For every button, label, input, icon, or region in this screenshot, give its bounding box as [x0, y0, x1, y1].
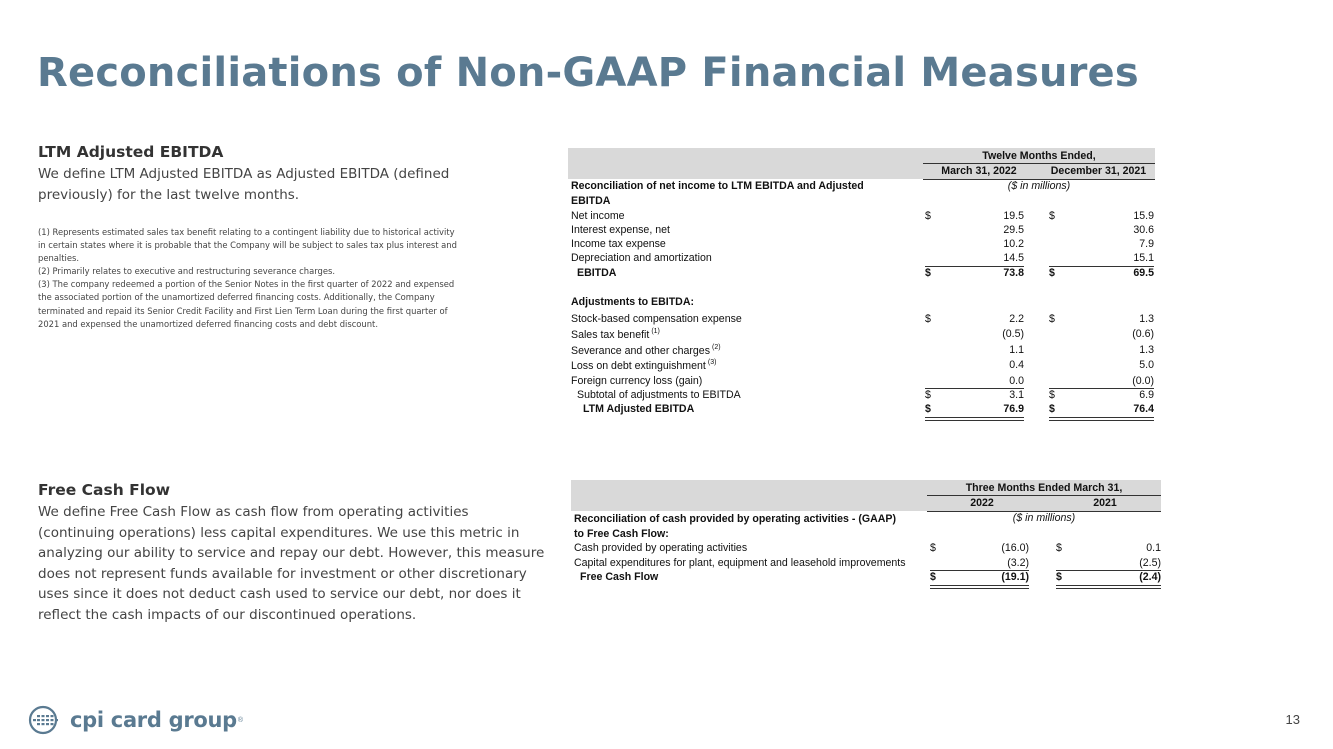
value-col-1: (3.2)	[1007, 557, 1029, 569]
currency-symbol: $	[925, 389, 931, 401]
value-col-2: (2.5)	[1139, 557, 1161, 569]
currency-symbol: $	[925, 403, 931, 415]
table-row	[568, 312, 1158, 327]
footnote-line: 2021 and expensed the unamortized deferred financing costs and debt discount.	[38, 318, 378, 329]
value-col-1: 1.1	[1009, 344, 1024, 356]
row-label	[571, 313, 742, 325]
row-label-text: Loss on debt extinguishment	[571, 360, 706, 372]
row-label-text: Depreciation and amortization	[571, 252, 712, 264]
row-label-text: EBITDA	[577, 267, 617, 279]
row-label	[571, 210, 625, 222]
fcf-definition-line: reflect the cash impacts of our discontinued operations.	[38, 606, 417, 623]
value-col-1: (0.5)	[1002, 328, 1024, 340]
table-row	[568, 358, 1158, 373]
table-row	[568, 374, 1158, 389]
fcf-heading: Free Cash Flow	[38, 481, 171, 499]
value-col-2: (2.4)	[1139, 571, 1161, 583]
row-label	[571, 238, 666, 250]
value-col-2: 1.3	[1139, 344, 1154, 356]
total-rule	[925, 388, 1024, 389]
fcf-definition-line: analyzing our ability to service and repay our debt. However, this measure	[38, 545, 545, 561]
footnote-line: (1) Represents estimated sales tax benefit relating to a contingent liability due to historical activity	[38, 227, 455, 237]
ltm-definition-line: previously) for the last twelve months.	[38, 186, 300, 203]
footnote-marker: (2)	[712, 344, 721, 351]
column-header-2: 2021	[1093, 497, 1117, 509]
total-rule	[930, 570, 1029, 571]
value-col-1: 3.1	[1009, 389, 1024, 401]
units-label: ($ in millions)	[1007, 180, 1071, 192]
table-row	[568, 266, 1158, 281]
value-col-1: 73.8	[1003, 267, 1024, 279]
row-label	[571, 344, 721, 357]
page-title: Reconciliations of Non-GAAP Financial Measures	[37, 50, 1139, 96]
footnote-line: (2) Primarily relates to executive and restructuring severance charges.	[38, 266, 335, 277]
double-rule	[1056, 585, 1161, 589]
row-label-text: Foreign currency loss (gain)	[571, 375, 703, 387]
table-row	[568, 209, 1158, 224]
row-label	[577, 267, 616, 279]
value-col-1: 29.5	[1003, 224, 1024, 236]
currency-symbol: $	[1049, 313, 1055, 325]
value-col-1: 0.0	[1009, 375, 1024, 387]
table-row	[568, 388, 1158, 403]
currency-symbol: $	[1049, 389, 1055, 401]
double-rule	[930, 585, 1029, 589]
adjustments-heading: Adjustments to EBITDA:	[571, 296, 695, 308]
fcf-definition-line: (continuing operations) less capital expenditures. We use this metric in	[38, 524, 520, 541]
value-col-2: 15.1	[1133, 252, 1154, 264]
currency-symbol: $	[925, 267, 931, 279]
row-label	[574, 557, 906, 569]
double-rule	[925, 417, 1024, 421]
company-logo	[28, 705, 243, 735]
value-col-1: (19.1)	[1001, 571, 1029, 583]
currency-symbol: $	[1049, 210, 1055, 222]
table-row	[568, 343, 1158, 358]
value-col-1: 2.2	[1009, 313, 1024, 325]
table-heading: Reconciliation of cash provided by operating activities - (GAAP)	[574, 513, 896, 525]
currency-symbol: $	[925, 313, 931, 325]
table-row	[568, 237, 1158, 252]
value-col-1: (16.0)	[1001, 542, 1029, 554]
row-label	[571, 375, 702, 387]
row-label-text: Income tax expense	[571, 238, 666, 250]
footnote-marker: (3)	[707, 359, 717, 366]
units-label: ($ in millions)	[1012, 512, 1076, 524]
currency-symbol: $	[1049, 403, 1055, 415]
currency-symbol: $	[925, 210, 931, 222]
row-label	[571, 252, 712, 264]
period-header: Twelve Months Ended,	[982, 150, 1096, 162]
currency-symbol: $	[930, 542, 936, 554]
row-label	[571, 359, 716, 372]
value-col-2: 15.9	[1133, 210, 1154, 222]
header-divider	[927, 495, 1161, 496]
footnote-line: (3) The company redeemed a portion of the Senior Notes in the first quarter of 2022 and expensed	[38, 279, 455, 290]
row-label	[580, 571, 658, 583]
row-label-text: Subtotal of adjustments to EBITDA	[577, 389, 741, 401]
table-heading: EBITDA	[571, 195, 611, 207]
total-rule	[925, 266, 1024, 267]
value-col-2: 6.9	[1139, 389, 1154, 401]
table-row	[568, 223, 1158, 238]
row-label-text: Interest expense, net	[571, 224, 670, 236]
value-col-1: 76.9	[1003, 403, 1024, 415]
row-label	[577, 389, 741, 401]
value-col-2: 5.0	[1139, 359, 1154, 371]
row-label	[583, 403, 694, 415]
total-rule	[1049, 266, 1154, 267]
registered-mark: ®	[237, 716, 244, 724]
row-label-text: LTM Adjusted EBITDA	[583, 403, 695, 415]
footnote-marker: (1)	[651, 328, 660, 335]
total-rule	[1056, 570, 1161, 571]
fcf-definition-line: We define Free Cash Flow as cash flow from operating activities	[38, 504, 469, 520]
page-number: 13	[1285, 712, 1300, 727]
footnote-line: terminated and repaid its Senior Credit Facility and First Lien Term Loan during the first quarter of	[38, 305, 448, 316]
value-col-1: 10.2	[1003, 238, 1024, 250]
row-label-text: Free Cash Flow	[580, 571, 659, 583]
row-label-text: Net income	[571, 210, 625, 222]
value-col-2: 7.9	[1139, 238, 1154, 250]
table-heading: to Free Cash Flow:	[574, 528, 669, 540]
row-label-text: Sales tax benefit	[571, 329, 650, 341]
ltm-ebitda-table	[568, 146, 1158, 421]
value-col-2: 76.4	[1133, 403, 1154, 415]
row-label	[571, 224, 670, 236]
footnote-line: penalties.	[38, 253, 80, 264]
row-label-text: Severance and other charges	[571, 345, 710, 357]
footnote-line: in certain states where it is probable that the Company will be subject to sales tax plus interest and	[38, 240, 457, 251]
fcf-definition-line: does not represent funds available for investment or other discretionary	[38, 565, 527, 582]
footnote-line: the associated portion of the unamortized deferred financing costs. Additionally, the Company	[38, 292, 435, 303]
row-label	[571, 328, 660, 341]
value-col-2: (0.6)	[1132, 328, 1154, 340]
value-col-1: 19.5	[1003, 210, 1024, 222]
value-col-1: 0.4	[1009, 359, 1024, 371]
value-col-1: 14.5	[1003, 252, 1024, 264]
value-col-2: 0.1	[1146, 542, 1161, 554]
ltm-definition-line: We define LTM Adjusted EBITDA as Adjusted EBITDA (defined	[38, 166, 450, 182]
table-heading: Reconciliation of net income to LTM EBITDA and Adjusted	[571, 180, 864, 192]
table-row	[568, 327, 1158, 342]
currency-symbol: $	[1049, 267, 1055, 279]
currency-symbol: $	[1056, 571, 1062, 583]
period-header: Three Months Ended March 31,	[965, 482, 1123, 494]
total-rule	[1049, 388, 1154, 389]
fcf-definition-line: uses since it does not deduct cash used to service our debt, nor does it	[38, 586, 521, 602]
fcf-definition	[38, 502, 544, 625]
currency-symbol: $	[1056, 542, 1062, 554]
table-row	[571, 570, 1163, 585]
logo-wordmark: cpi card group	[70, 708, 237, 732]
value-col-2: 1.3	[1139, 313, 1154, 325]
value-col-2: 69.5	[1133, 267, 1154, 279]
ltm-heading: LTM Adjusted EBITDA	[38, 143, 224, 161]
footnotes	[38, 226, 498, 331]
row-label	[574, 542, 747, 554]
card-globe-icon	[28, 705, 62, 735]
header-divider	[923, 163, 1155, 164]
row-label-text: Capital expenditures for plant, equipment and leasehold improvements	[574, 557, 906, 569]
column-header-2: December 31, 2021	[1050, 165, 1147, 177]
double-rule	[1049, 417, 1154, 421]
column-header-1: 2022	[970, 497, 994, 509]
table-row	[568, 402, 1158, 417]
row-label-text: Stock-based compensation expense	[571, 313, 742, 325]
value-col-2: 30.6	[1133, 224, 1154, 236]
table-row	[571, 541, 1163, 556]
table-row	[568, 251, 1158, 266]
free-cash-flow-table	[571, 478, 1163, 588]
ltm-definition	[38, 164, 449, 205]
row-label-text: Cash provided by operating activities	[574, 542, 748, 554]
value-col-2: (0.0)	[1132, 375, 1154, 387]
table-row	[571, 556, 1163, 571]
column-header-1: March 31, 2022	[941, 165, 1017, 177]
currency-symbol: $	[930, 571, 936, 583]
